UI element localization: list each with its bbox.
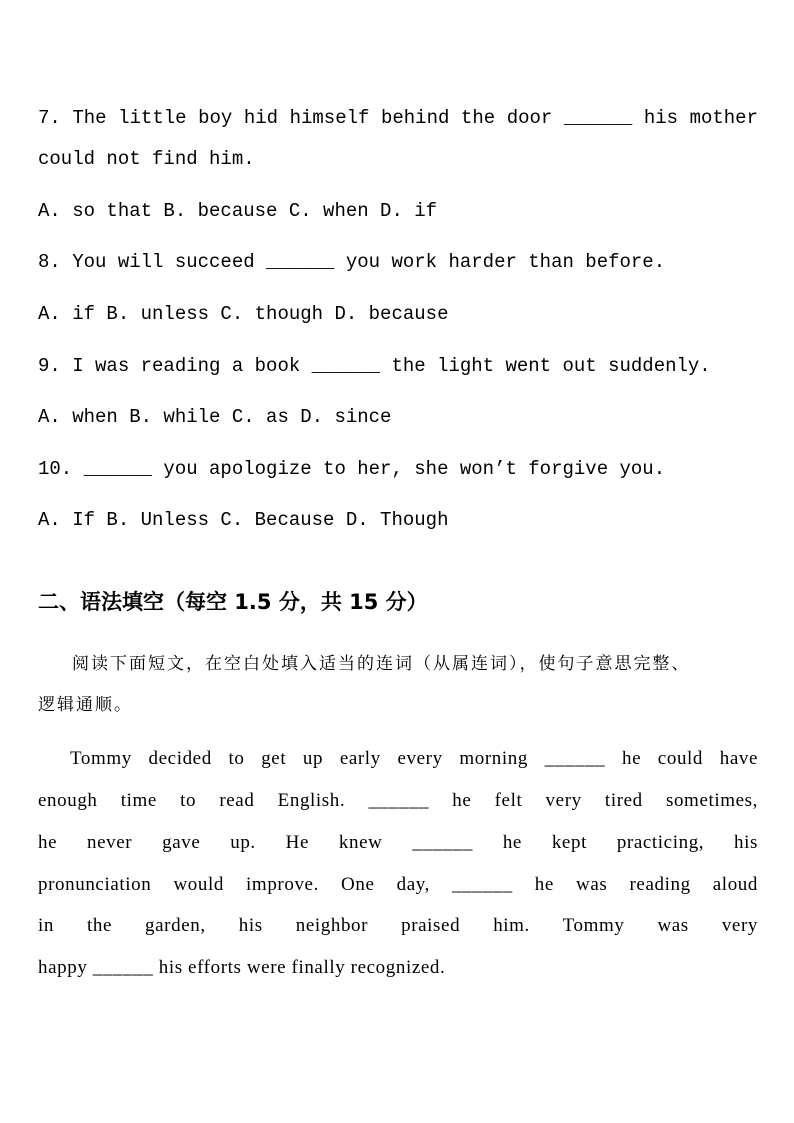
section-2-instruction-line1: 阅读下面短文，在空白处填入适当的连词（从属连词），使句子意思完整、 [72,654,691,674]
question-8-options: A. if B. unless C. though D. because [38,303,449,325]
passage-line-5: in the garden, his neighbor praised him. Tommy was very [38,915,758,936]
question-9-options: A. when B. while C. as D. since [38,406,392,428]
passage-line-4: pronunciation would improve. One day, ______ he was reading aloud [38,874,758,895]
passage-line-6: happy ______ his efforts were finally recognized. [38,957,446,978]
passage-line-3: he never gave up. He knew ______ he kept practicing, his [38,832,758,853]
passage-line-2: enough time to read English. ______ he felt very tired sometimes, [38,790,758,811]
section-2-heading: 二、语法填空（每空 1.5 分，共 15 分） [38,590,428,614]
section-2-instruction-line2: 逻辑通顺。 [38,695,133,715]
passage-line-1: Tommy decided to get up early every morning ______ he could have [70,748,758,769]
question-8-stem: 8. You will succeed ______ you work harder than before. [38,251,666,273]
question-10-options: A. If B. Unless C. Because D. Though [38,509,449,531]
question-7-stem-line2: could not find him. [38,148,255,170]
question-9-stem: 9. I was reading a book ______ the light went out suddenly. [38,355,711,377]
question-7-options: A. so that B. because C. when D. if [38,200,438,222]
question-10-stem: 10. ______ you apologize to her, she won’t forgive you. [38,458,666,480]
question-7-stem-line1: 7. The little boy hid himself behind the door ______ his mother [38,107,758,129]
